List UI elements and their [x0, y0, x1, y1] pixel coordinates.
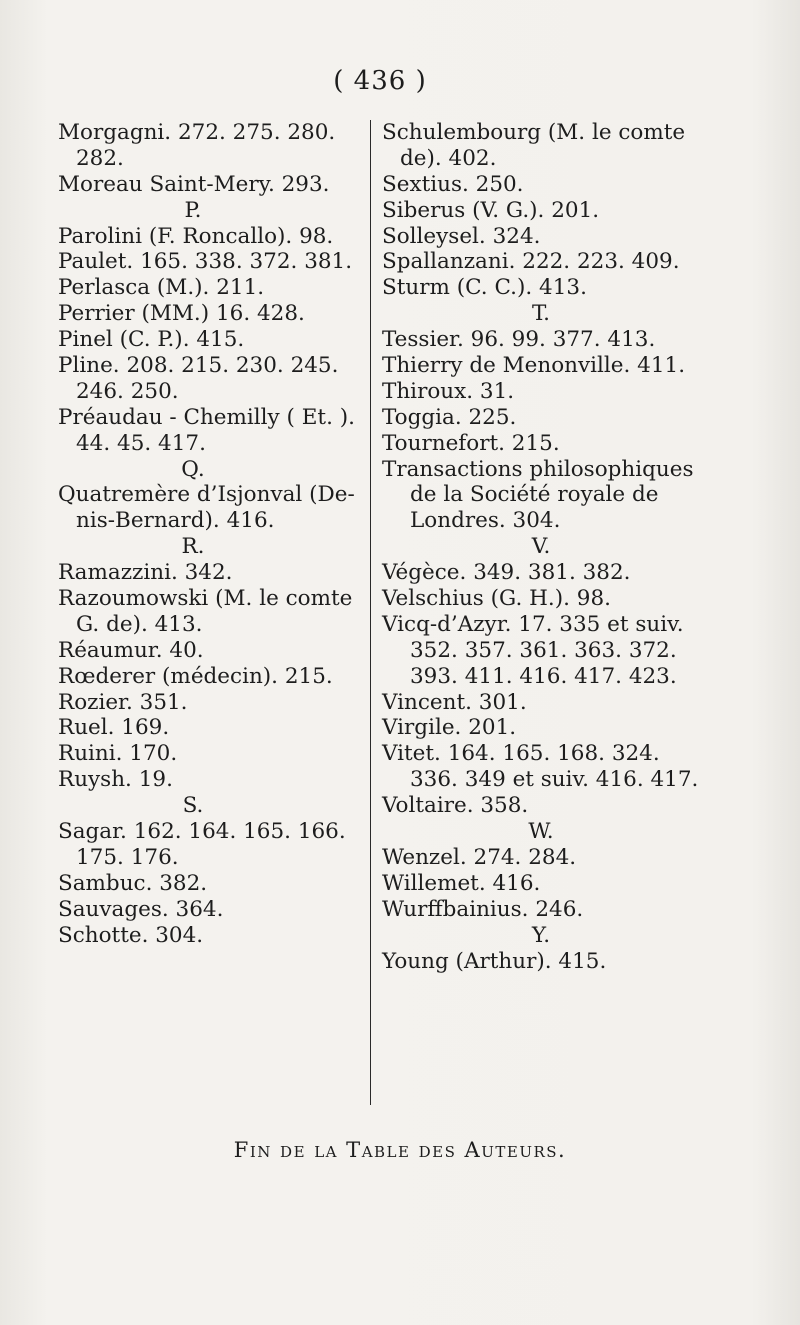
index-entry: Transactions philosophiques	[382, 456, 694, 482]
section-letter: T.	[531, 301, 550, 327]
index-entry: Perrier (MM.) 16. 428.	[58, 301, 305, 327]
section-letter: V.	[531, 534, 551, 560]
index-column-right	[382, 120, 700, 974]
index-entry: Toggia. 225.	[382, 404, 517, 430]
index-entry: Schulembourg (M. le comte	[382, 120, 686, 145]
index-entry: Razoumowski (M. le comte	[58, 586, 353, 612]
index-entry: Siberus (V. G.). 201.	[382, 197, 600, 223]
index-entry: Sextius. 250.	[382, 171, 524, 197]
index-entry: Voltaire. 358.	[382, 793, 529, 819]
index-entry: Tessier. 96. 99. 377. 413.	[382, 327, 656, 353]
index-entry: Pinel (C. P.). 415.	[58, 327, 245, 353]
index-entry: Ramazzini. 342.	[58, 560, 233, 586]
index-entry: Ruini. 170.	[58, 741, 178, 767]
section-letter: Y.	[531, 922, 551, 948]
index-entry: Solleysel. 324.	[382, 223, 541, 249]
index-entry: Rozier. 351.	[58, 689, 188, 715]
section-letter: P.	[184, 197, 202, 223]
index-entry: Wurffbainius. 246.	[382, 896, 584, 922]
index-entry: de la Société royale de	[410, 482, 659, 508]
index-entry: Londres. 304.	[410, 508, 561, 534]
index-column-left	[58, 120, 366, 949]
index-entry: Quatremère d’Isjonval (De-	[58, 482, 355, 508]
index-entry: nis-Bernard). 416.	[76, 508, 275, 534]
index-entry: Sauvages. 364.	[58, 896, 224, 922]
section-letter: W.	[528, 819, 554, 845]
index-entry: 246. 250.	[76, 378, 179, 404]
index-entry: Pline. 208. 215. 230. 245.	[58, 353, 339, 379]
index-entry: Wenzel. 274. 284.	[382, 844, 577, 870]
index-entry: de). 402.	[400, 145, 497, 171]
index-entry: 393. 411. 416. 417. 423.	[410, 663, 677, 689]
index-entry: 44. 45. 417.	[76, 430, 206, 456]
end-of-index-note: Fin de la Table des Auteurs.	[233, 1138, 567, 1162]
index-entry: Rœderer (médecin). 215.	[58, 663, 333, 689]
index-entry: Paulet. 165. 338. 372. 381.	[58, 249, 353, 275]
index-entry: 282.	[76, 145, 124, 171]
index-entry: Végèce. 349. 381. 382.	[382, 560, 631, 586]
index-entry: Vincent. 301.	[382, 689, 527, 715]
index-entry: Ruysh. 19.	[58, 767, 173, 793]
index-entry: Sagar. 162. 164. 165. 166.	[58, 819, 346, 845]
index-entry: Sturm (C. C.). 413.	[382, 275, 587, 301]
index-entry: Vitet. 164. 165. 168. 324.	[382, 741, 660, 767]
page-number: ( 436 )	[333, 66, 427, 96]
index-entry: Schotte. 304.	[58, 922, 204, 948]
index-entry: 352. 357. 361. 363. 372.	[410, 637, 677, 663]
index-entry: Ruel. 169.	[58, 715, 170, 741]
index-entry: Réaumur. 40.	[58, 637, 204, 663]
index-entry: Spallanzani. 222. 223. 409.	[382, 249, 680, 275]
section-letter: S.	[182, 793, 204, 819]
section-letter: Q.	[181, 456, 205, 482]
index-entry: Parolini (F. Roncallo). 98.	[58, 223, 334, 249]
index-entry: Thierry de Menonville. 411.	[382, 353, 686, 379]
section-letter: R.	[181, 534, 205, 560]
column-divider	[370, 120, 371, 1105]
index-entry: Vicq-d’Azyr. 17. 335 et suiv.	[382, 611, 684, 637]
index-entry: 336. 349 et suiv. 416. 417.	[410, 767, 699, 793]
index-entry: Velschius (G. H.). 98.	[382, 586, 611, 612]
index-entry: Thiroux. 31.	[382, 378, 515, 404]
index-entry: G. de). 413.	[76, 611, 203, 637]
index-entry: 175. 176.	[76, 844, 179, 870]
index-entry: Préaudau - Chemilly ( Et. ).	[58, 404, 355, 430]
index-entry: Morgagni. 272. 275. 280.	[58, 120, 336, 145]
index-entry: Perlasca (M.). 211.	[58, 275, 265, 301]
index-entry: Young (Arthur). 415.	[382, 948, 607, 974]
index-entry: Tournefort. 215.	[382, 430, 560, 456]
index-entry: Willemet. 416.	[382, 870, 541, 896]
index-entry: Moreau Saint-Mery. 293.	[58, 171, 330, 197]
index-entry: Sambuc. 382.	[58, 870, 208, 896]
index-entry: Virgile. 201.	[382, 715, 517, 741]
